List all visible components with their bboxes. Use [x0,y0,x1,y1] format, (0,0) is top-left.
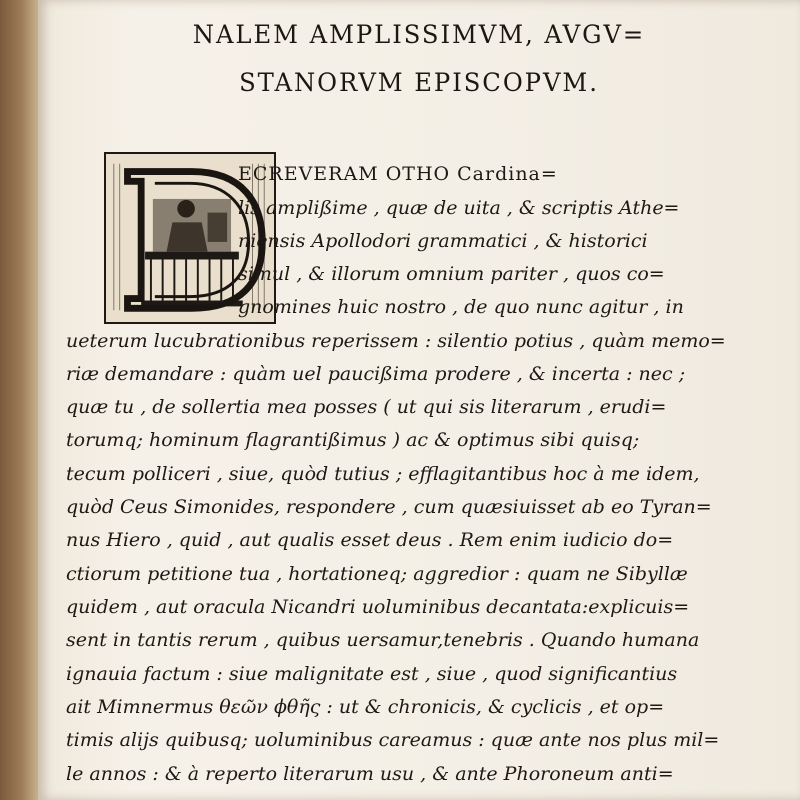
text-line-8: quæ tu , de sollertia mea posses ( ut qui sis literarum , erudi= [66,396,667,418]
heading-line-1: NALEM AMPLISSIMVM, AVGV= [192,20,646,49]
text-line-16: ignauia factum : siue malignitate est , siue , quod significantius [66,663,678,685]
text-line-10: tecum polliceri , siue, quòd tutius ; efflagitantibus hoc à me idem, [66,463,700,485]
text-line-13: ctiorum petitione tua , hortationeq; aggredior : quam ne Sibyllæ [66,563,688,585]
text-line-14: quidem , aut oracula Nicandri uoluminibus decantata:explicuis= [66,596,690,618]
text-line-17: ait Mimnermus θεῶν ϕθῆς : ut & chronicis, & cyclicis , et op= [66,696,665,718]
text-line-18: timis alijs quibusq; uoluminibus careamus : quæ ante nos plus mil= [66,729,720,751]
text-line-3: niensis Apollodori grammatici , & historici [238,230,648,252]
text-line-2: lis amplißime , quæ de uita , & scriptis Athe= [238,197,680,219]
text-line-1: ECREVERAM OTHO Cardina= [238,163,558,185]
text-line-5: gnomines huic nostro , de quo nunc agitur , in [238,296,684,318]
text-line-6: ueterum lucubrationibus reperissem : silentio potius , quàm memo= [66,330,726,352]
text-line-11: quòd Ceus Simonides, respondere , cum quæsiuisset ab eo Tyran= [66,496,712,518]
text-line-12: nus Hiero , quid , aut qualis esset deus . Rem enim iudicio do= [66,529,674,551]
book-spine-edge [0,0,38,800]
text-line-15: sent in tantis rerum , quibus uersamur,tenebris . Quando humana [66,629,700,651]
text-line-9: torumq; hominum flagrantißimus ) ac & optimus sibi quisq; [66,429,640,451]
text-line-4: simul , & illorum omnium pariter , quos co= [238,263,665,285]
text-line-19: le annos : & à reperto literarum usu , & ante Phoroneum anti= [66,763,674,785]
book-page [38,0,800,800]
heading-line-2: STANORVM EPISCOPVM. [239,68,599,97]
text-line-7: riæ demandare : quàm uel paucißima prodere , & incerta : nec ; [66,363,686,385]
